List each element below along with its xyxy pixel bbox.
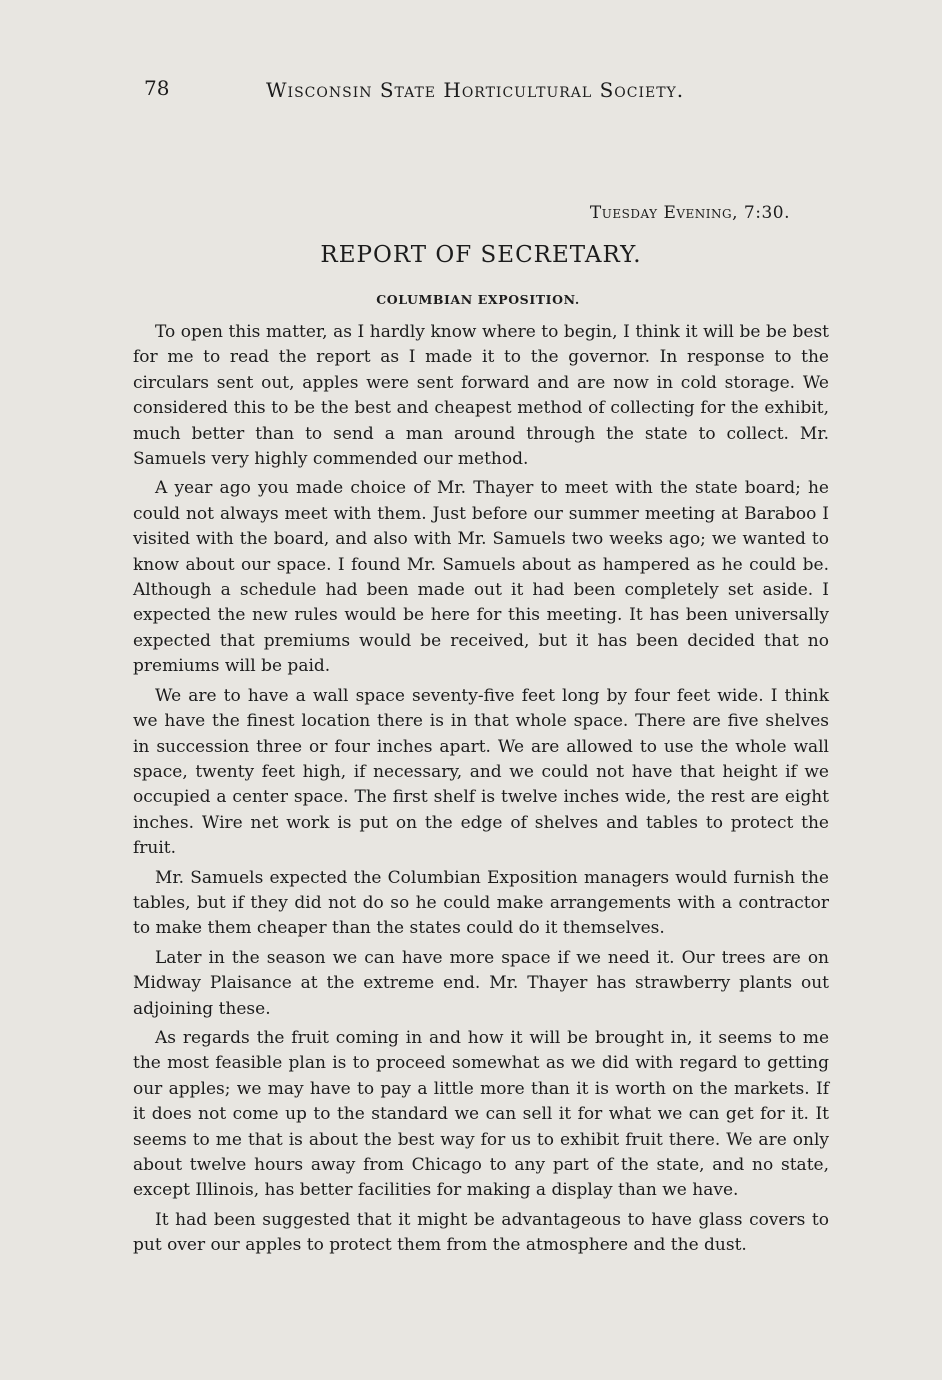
session-time: Tuesday Evening, 7:30. [589,203,790,223]
paragraph: As regards the fruit coming in and how it will be brought in, it seems to me the most feasible plan is to proceed somewhat as we did with regard to getting our apples; we may have to pay a little more than it is worth on the markets. If it does not come up to the standard we can sell it for what we can get for it. It seems to me that is about the best way for us to exhibit fruit there. We are only about twelve hours away from Chicago to any part of the state, and no state, except Illinois, has better facilities for making a display than we have. [133,1027,829,1201]
section-title: COLUMBIAN EXPOSITION. [376,292,580,307]
report-title: REPORT OF SECRETARY. [320,242,642,268]
running-head [144,76,744,104]
journal-title: Wisconsin State Horticultural Society. [266,78,685,102]
paragraph: We are to have a wall space seventy-five feet long by four feet wide. I think we have the finest location there is in that whole space. There are five shelves in succession three or four inches apart. We are allowed to use the whole wall space, twenty feet high, if necessary, and we could not have that height if we occupied a center space. The first shelf is twelve inches wide, the rest are eight inches. Wire net work is put on the edge of shelves and tables to protect the fruit. [133,685,829,859]
paragraph: A year ago you made choice of Mr. Thayer to meet with the state board; he could not always meet with them. Just before our summer meeting at Baraboo I visited with the board, and also with Mr. Samuels two weeks ago; we wanted to know about our space. I found Mr. Samuels about as hampered as he could be. Although a schedule had been made out it had been completely set aside. I expected the new rules would be here for this meeting. It has been universally expected that premiums would be received, but it has been decided that no premiums will be paid. [133,478,829,677]
report-body [133,320,829,1263]
paragraph: It had been suggested that it might be advantageous to have glass covers to put over our apples to protect them from the atmosphere and the dust. [133,1209,829,1256]
page-number: 78 [144,76,170,100]
paragraph: Later in the season we can have more space if we need it. Our trees are on Midway Plaisance at the extreme end. Mr. Thayer has strawberry plants out adjoining these. [133,947,829,1019]
paragraph: Mr. Samuels expected the Columbian Exposition managers would furnish the tables, but if they did not do so he could make arrangements with a contractor to make them cheaper than the states could do it themselves. [133,867,829,939]
paragraph: To open this matter, as I hardly know where to begin, I think it will be be best for me to read the report as I made it to the governor. In response to the circulars sent out, apples were sent forward and are now in cold storage. We considered this to be the best and cheapest method of collecting for the exhibit, much better than to send a man around through the state to collect. Mr. Samuels very highly commended our method. [133,322,829,470]
